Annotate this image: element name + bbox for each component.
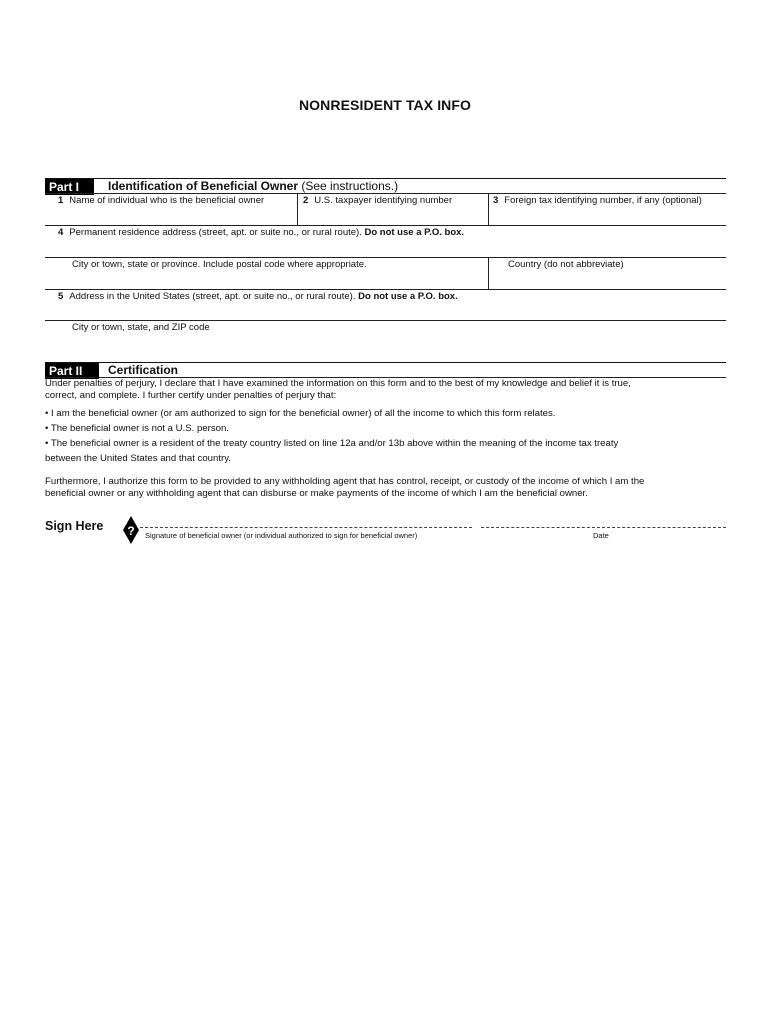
part1-heading-text: Identification of Beneficial Owner	[108, 179, 299, 193]
line2-label	[303, 195, 452, 206]
line1-label	[58, 195, 264, 206]
date-line[interactable]	[481, 527, 726, 528]
line5-number: 5	[58, 291, 64, 302]
line2-number: 2	[303, 195, 309, 206]
line5-city-label: City or town, state, and ZIP code	[72, 322, 210, 333]
signature-caption: Signature of beneficial owner (or individual authorized to sign for beneficial owner)	[145, 531, 418, 540]
cert-intro-line1: Under penalties of perjury, I declare that I have examined the information on this form and to the best of my knowledge and belief it is true,	[45, 378, 631, 389]
authorization-text	[45, 476, 725, 500]
certification-text	[45, 378, 725, 466]
auth-line2: beneficial owner or any withholding agent that can disburse or make payments of the income of which I am the beneficial owner.	[45, 488, 588, 499]
line4-number: 4	[58, 227, 64, 238]
cert-bullet-1: • I am the beneficial owner (or am authorized to sign for the beneficial owner) of all the income to which this form relates.	[45, 408, 556, 419]
line5-text: Address in the United States (street, apt. or suite no., or rural route).	[69, 291, 356, 302]
col-divider-1	[297, 193, 298, 225]
signature-line[interactable]	[140, 527, 472, 528]
line4-po-box-note: Do not use a P.O. box.	[364, 227, 465, 238]
line3-number: 3	[493, 195, 499, 206]
col-divider-3	[488, 257, 489, 289]
sign-here-label: Sign Here	[45, 519, 104, 533]
row5-rule	[45, 320, 726, 321]
cert-intro-line2: correct, and complete. I further certify under penalties of perjury that:	[45, 390, 337, 401]
line1-text: Name of individual who is the beneficial owner	[69, 195, 265, 206]
cert-bullet-3-cont: between the United States and that country.	[45, 453, 231, 464]
sign-arrow-icon	[122, 515, 140, 545]
part1-heading-note: (See instructions.)	[301, 179, 399, 193]
part2-tag: Part II	[45, 363, 99, 379]
part1-tag: Part I	[45, 179, 94, 195]
line1-number: 1	[58, 195, 64, 206]
line4-city-label: City or town, state or province. Include postal code where appropriate.	[72, 259, 367, 270]
part1-heading	[108, 179, 398, 193]
document-title: NONRESIDENT TAX INFO	[298, 97, 472, 113]
col-divider-2	[488, 193, 489, 225]
cert-bullet-3: • The beneficial owner is a resident of the treaty country listed on line 12a and/or 13b above within the meaning of the income tax treaty	[45, 438, 619, 449]
row4-rule	[45, 257, 726, 258]
line5-label	[58, 291, 458, 302]
line5-po-box-note: Do not use a P.O. box.	[358, 291, 458, 302]
part1-header-rule	[45, 193, 726, 194]
line3-text: Foreign tax identifying number, if any (optional)	[504, 195, 702, 206]
line2-text: U.S. taxpayer identifying number	[314, 195, 453, 206]
cert-bullet-2: • The beneficial owner is not a U.S. person.	[45, 423, 229, 434]
svg-text:?: ?	[127, 524, 135, 538]
line4-country-label: Country (do not abbreviate)	[508, 259, 624, 270]
part2-heading: Certification	[108, 363, 179, 377]
row1-rule	[45, 225, 726, 226]
row4-city-rule	[45, 289, 726, 290]
line4-label	[58, 227, 464, 238]
line4-text: Permanent residence address (street, apt. or suite no., or rural route).	[69, 227, 362, 238]
date-caption: Date	[593, 531, 609, 540]
line3-label	[493, 195, 702, 206]
auth-line1: Furthermore, I authorize this form to be provided to any withholding agent that has control, receipt, or custody of the income of which I am the	[45, 476, 645, 487]
